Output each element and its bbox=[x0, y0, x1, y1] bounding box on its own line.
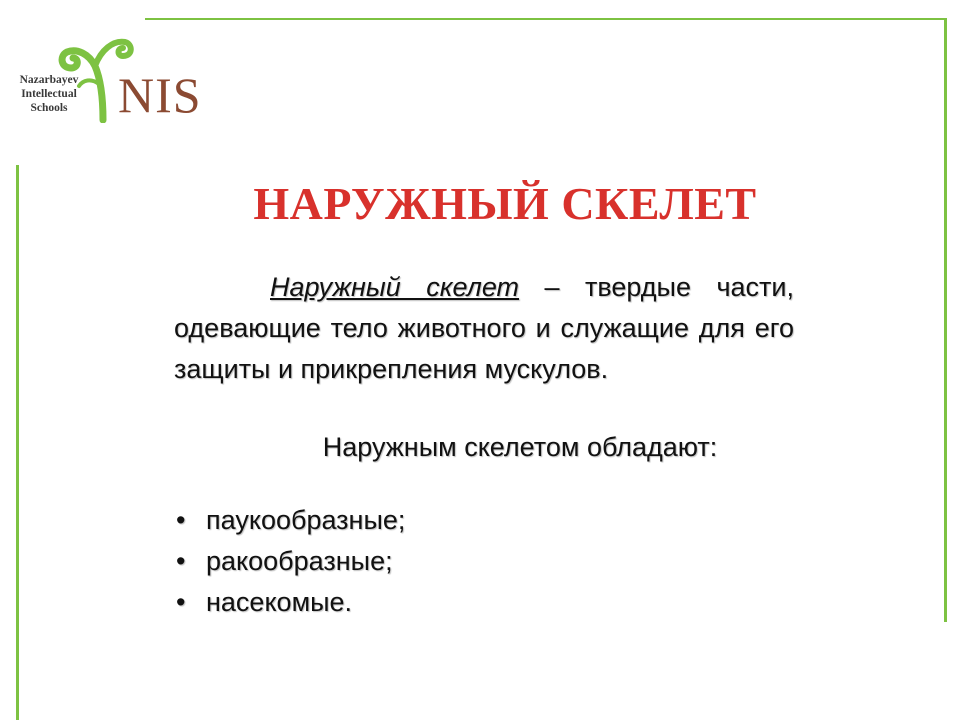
list-item-text: паукообразные; bbox=[206, 505, 406, 535]
bullet-icon: • bbox=[176, 546, 186, 576]
definition-paragraph bbox=[174, 267, 794, 390]
frame-line-right bbox=[944, 18, 947, 622]
list-heading: Наружным скелетом обладают: bbox=[322, 432, 718, 462]
list-item-text: ракообразные; bbox=[206, 546, 393, 576]
logo-word: Intellectual bbox=[21, 88, 77, 100]
logo-acronym: NIS bbox=[118, 67, 202, 123]
frame-line-top bbox=[145, 18, 945, 20]
list-item bbox=[176, 582, 405, 623]
definition-text: – твердые части, одевающие тело животного и служащие для его защиты и прикрепления мускулов. bbox=[174, 272, 794, 384]
list-item bbox=[176, 541, 405, 582]
logo-word: Nazarbayev bbox=[19, 74, 79, 86]
animal-list bbox=[176, 500, 405, 623]
bullet-icon: • bbox=[176, 587, 186, 617]
list-item bbox=[176, 500, 405, 541]
page-title: НАРУЖНЫЙ СКЕЛЕТ bbox=[253, 177, 757, 229]
logo-word: Schools bbox=[30, 102, 68, 114]
list-item-text: насекомые. bbox=[206, 587, 353, 617]
definition-term: Наружный скелет bbox=[270, 272, 520, 302]
bullet-icon: • bbox=[176, 505, 186, 535]
